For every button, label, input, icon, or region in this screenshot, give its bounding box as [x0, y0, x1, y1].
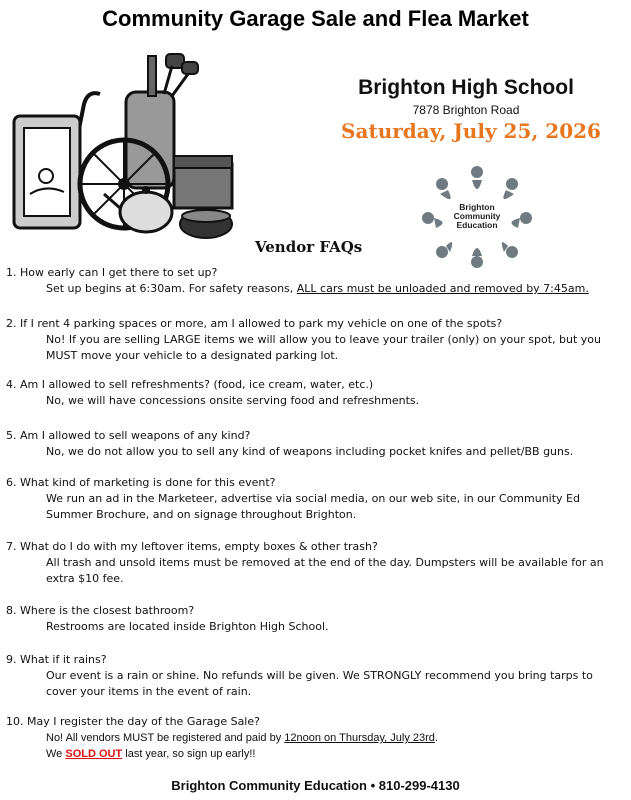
faq-item: [6, 377, 618, 409]
faq-item: [6, 316, 618, 364]
registration-deadline: 12noon on Thursday, July 23rd: [284, 732, 435, 744]
faq-answer: Restrooms are located inside Brighton High School.: [46, 620, 329, 633]
faq-question: 2. If I rent 4 parking spaces or more, am I allowed to park my vehicle on one of the spots?: [6, 317, 503, 330]
faq-item: [6, 714, 618, 762]
faq-question: 4. Am I allowed to sell refreshments? (food, ice cream, water, etc.): [6, 378, 374, 391]
answer-text: No! All vendors MUST be registered and paid by: [46, 732, 285, 744]
answer-text: Set up begins at 6:30am. For safety reasons,: [46, 282, 297, 295]
faq-item: [6, 265, 618, 297]
garage-sale-clipart: [6, 34, 238, 244]
faq-answer: [46, 730, 618, 746]
faq-item: [6, 539, 618, 587]
faq-question: 7. What do I do with my leftover items, empty boxes & other trash?: [6, 540, 378, 553]
answer-text: .: [434, 732, 438, 744]
faq-answer: [46, 281, 618, 297]
faq-answer: No, we will have concessions onsite serving food and refreshments.: [46, 394, 420, 407]
faq-answer: No! If you are selling LARGE items we will allow you to leave your trailer (only) on your spot, but you MUST move your vehicle to a designated parking lot.: [46, 333, 601, 362]
faq-question: 8. Where is the closest bathroom?: [6, 604, 195, 617]
faq-heading: Vendor FAQs: [255, 238, 363, 256]
answer-text: We: [46, 748, 66, 760]
faq-question: 9. What if it rains?: [6, 653, 107, 666]
faq-question: 5. Am I allowed to sell weapons of any kind?: [6, 429, 251, 442]
school-name: Brighton High School: [358, 76, 574, 99]
faq-answer: Our event is a rain or shine. No refunds will be given. We STRONGLY recommend you bring tarps to cover your items in the event of rain.: [46, 669, 593, 698]
answer-text: last year, so sign up early!!: [122, 748, 256, 760]
faq-question: 6. What kind of marketing is done for this event?: [6, 476, 276, 489]
faq-answer: We run an ad in the Marketeer, advertise via social media, on our web site, in our Community Ed Summer Brochure, and on signage throughout Brighton.: [46, 492, 580, 521]
faq-answer: All trash and unsold items must be removed at the end of the day. Dumpsters will be available for an extra $10 fee.: [46, 556, 604, 585]
faq-item: [6, 603, 618, 635]
faq-item: [6, 652, 618, 700]
answer-underlined: ALL cars must be unloaded and removed by 7:45am.: [296, 282, 589, 295]
faq-item: [6, 428, 618, 460]
logo-line: Education: [456, 220, 498, 230]
faq-answer: No, we do not allow you to sell any kind of weapons including pocket knifes and pellet/BB guns.: [46, 445, 574, 458]
school-address: 7878 Brighton Road: [412, 103, 520, 117]
community-education-logo: [412, 160, 542, 270]
logo-line: Brighton: [459, 202, 495, 212]
faq-answer: [46, 746, 618, 762]
faq-item: [6, 475, 618, 523]
logo-text: [442, 203, 512, 230]
faq-question: 1. How early can I get there to set up?: [6, 266, 218, 279]
sold-out-text: SOLD OUT: [65, 748, 123, 760]
logo-line: Community: [453, 211, 501, 221]
faq-question: 10. May I register the day of the Garage Sale?: [6, 715, 260, 728]
event-date: Saturday, July 25, 2026: [341, 119, 601, 143]
footer-contact: Brighton Community Education • 810-299-4130: [171, 778, 460, 793]
page-title: Community Garage Sale and Flea Market: [102, 6, 529, 31]
